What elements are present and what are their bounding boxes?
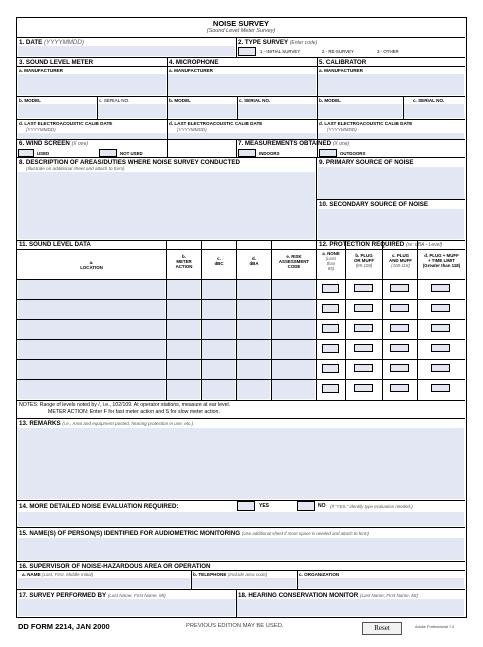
- col-none-header: a. NONE (Less than 85): [322, 251, 340, 271]
- col-risk-code-header: e. RISK ASSESSMENT CODE: [278, 254, 310, 269]
- location-cell[interactable]: [18, 380, 165, 399]
- protection-plug-and-muff-checkbox[interactable]: [390, 384, 409, 392]
- reset-button[interactable]: Reset: [362, 622, 402, 635]
- cal-manufacturer-label: a. MANUFACTURER: [319, 68, 363, 73]
- risk-code-cell[interactable]: [272, 300, 315, 319]
- protection-plug-or-muff-checkbox[interactable]: [354, 284, 373, 292]
- protection-time-limit-checkbox[interactable]: [431, 344, 450, 352]
- protection-time-limit-checkbox[interactable]: [431, 284, 450, 292]
- sound-level-data-label: 11. SOUND LEVEL DATA: [19, 241, 91, 248]
- noise-survey-form: [16, 17, 467, 618]
- table-column-divider: [382, 240, 383, 400]
- form-subtitle: (Sound Level Meter Survey): [206, 28, 276, 34]
- divider: [17, 527, 465, 528]
- performed-by-field[interactable]: [18, 599, 235, 616]
- microphone-label: 4. MICROPHONE: [169, 59, 219, 66]
- table-column-divider: [417, 240, 418, 400]
- form-title: NOISE SURVEY: [212, 19, 270, 28]
- slm-model-field[interactable]: [18, 104, 96, 118]
- protection-plug-and-muff-checkbox[interactable]: [390, 284, 409, 292]
- dba-cell[interactable]: [237, 280, 270, 299]
- dba-cell[interactable]: [237, 320, 270, 339]
- hc-monitor-field[interactable]: [237, 599, 464, 616]
- mic-model-field[interactable]: [168, 104, 236, 118]
- protection-time-limit-checkbox[interactable]: [431, 324, 450, 332]
- secondary-source-field[interactable]: [318, 209, 464, 239]
- dba-cell[interactable]: [237, 340, 270, 359]
- col-plug-or-muff-header: b. PLUG OR MUFF (85-108): [354, 253, 374, 268]
- divider: [17, 119, 465, 120]
- previous-edition-note: PREVIOUS EDITION MAY BE USED.: [186, 623, 284, 629]
- risk-code-cell[interactable]: [272, 380, 315, 399]
- primary-source-field[interactable]: [318, 167, 464, 199]
- dbc-cell[interactable]: [202, 300, 235, 319]
- protection-none-checkbox[interactable]: [322, 364, 339, 373]
- divider: [17, 96, 465, 97]
- divider: [17, 418, 465, 419]
- detailed-eval-yes-checkbox[interactable]: [237, 501, 255, 511]
- detailed-eval-label: 14. MORE DETAILED NOISE EVALUATION REQUIRED:: [19, 503, 179, 510]
- adobe-version-note: Adobe Professional 7.0: [415, 625, 455, 629]
- divider: [17, 37, 465, 38]
- location-cell[interactable]: [18, 300, 165, 319]
- type-survey-code-field[interactable]: [238, 47, 256, 56]
- detailed-eval-no-label: NO: [318, 503, 326, 509]
- divider: [17, 157, 465, 158]
- cal-model-field[interactable]: [318, 104, 402, 118]
- dbc-cell[interactable]: [202, 280, 235, 299]
- protection-plug-or-muff-checkbox[interactable]: [354, 384, 373, 392]
- dba-cell[interactable]: [237, 360, 270, 379]
- dba-cell[interactable]: [237, 300, 270, 319]
- divider: [236, 139, 237, 157]
- dba-cell[interactable]: [237, 380, 270, 399]
- col-dbc-header: c. dBC: [214, 256, 224, 266]
- protection-plug-or-muff-checkbox[interactable]: [354, 364, 373, 372]
- mic-model-label: b. MODEL: [169, 98, 191, 103]
- description-field[interactable]: [18, 172, 315, 239]
- mic-calib-label: d. LAST ELECTROACOUSTIC CALIB DATE: [169, 121, 263, 126]
- detailed-eval-hint: (If "YES," identify type evaluation needed.): [330, 504, 413, 509]
- dbc-cell[interactable]: [202, 320, 235, 339]
- protection-time-limit-checkbox[interactable]: [431, 364, 450, 372]
- supervisor-name-field[interactable]: [18, 578, 190, 588]
- col-location-header: a. LOCATION: [80, 260, 103, 270]
- hc-monitor-label: 18. HEARING CONSERVATION MONITOR (Last Name, First Name, MI): [238, 592, 418, 599]
- indoors-label: INDOORS: [259, 151, 280, 156]
- divider: [17, 570, 465, 571]
- mic-calib-hint: (YYYYMMDD): [177, 127, 207, 132]
- slm-calib-label: d. LAST ELECTROACOUSTIC CALIB DATE: [19, 121, 113, 126]
- divider: [17, 249, 465, 250]
- supervisor-phone-label: b. TELEPHONE (Include area code): [193, 572, 268, 577]
- outdoors-checkbox[interactable]: [319, 149, 337, 157]
- cal-calib-hint: (YYYYMMDD): [327, 127, 357, 132]
- wind-not-used-checkbox[interactable]: [99, 149, 117, 157]
- primary-source-label: 9. PRIMARY SOURCE OF NOISE: [319, 159, 414, 166]
- mic-manufacturer-label: a. MANUFACTURER: [169, 68, 213, 73]
- cal-calib-label: d. LAST ELECTROACOUSTIC CALIB DATE: [319, 121, 413, 126]
- protection-plug-and-muff-checkbox[interactable]: [390, 304, 409, 312]
- dbc-cell[interactable]: [202, 380, 235, 399]
- audiometric-label: 15. NAME(S) OF PERSON(S) IDENTIFIED FOR AUDIOMETRIC MONITORING (Use additional sheet if more space is needed and attach to form): [19, 530, 369, 537]
- supervisor-org-label: c. ORGANIZATION: [299, 572, 340, 577]
- cal-serial-field[interactable]: [404, 104, 464, 118]
- location-cell[interactable]: [18, 320, 165, 339]
- col-meter-action-header: b. METER ACTION: [175, 254, 193, 269]
- slm-manufacturer-field[interactable]: [18, 74, 166, 95]
- protection-none-checkbox[interactable]: [322, 284, 339, 293]
- indoors-checkbox[interactable]: [238, 149, 256, 157]
- meter-action-cell[interactable]: [167, 360, 200, 379]
- date-label: 1. DATE (YYYYMMDD): [19, 39, 84, 46]
- protection-none-checkbox[interactable]: [322, 304, 339, 313]
- protection-required-label: 12. PROTECTION REQUIRED (re: dBA - Level): [319, 241, 443, 248]
- type-option-resurvey: 2 - RE-SURVEY: [322, 49, 354, 54]
- supervisor-phone-field[interactable]: [192, 578, 296, 588]
- divider: [17, 400, 465, 401]
- wind-used-label: USED: [37, 151, 50, 156]
- protection-plug-and-muff-checkbox[interactable]: [390, 364, 409, 372]
- remarks-field[interactable]: [18, 428, 464, 499]
- form-number: DD FORM 2214, JAN 2000: [18, 622, 110, 631]
- remarks-label: 13. REMARKS (i.e., Area and equipment posted, hearing protection in use, etc.): [19, 420, 194, 427]
- wind-used-checkbox[interactable]: [18, 149, 34, 157]
- risk-code-cell[interactable]: [272, 360, 315, 379]
- protection-time-limit-checkbox[interactable]: [431, 384, 450, 392]
- location-cell[interactable]: [18, 340, 165, 359]
- wind-screen-label: 6. WIND SCREEN (X one): [19, 140, 89, 147]
- mic-serial-label: c. SERIAL NO.: [239, 98, 271, 103]
- divider: [17, 66, 465, 67]
- table-column-divider: [316, 240, 317, 400]
- measurements-label: 7. MEASUREMENTS OBTAINED (X one): [238, 140, 350, 147]
- detailed-eval-no-checkbox[interactable]: [297, 501, 315, 511]
- divider: [317, 199, 465, 200]
- divider: [17, 57, 465, 58]
- notes-line1: NOTES: Range of levels noted by /, i.e., 102/109. At operator stations, measure at ear level.: [19, 402, 231, 408]
- date-field[interactable]: [18, 46, 235, 56]
- cal-manufacturer-field[interactable]: [318, 74, 464, 95]
- col-plug-and-muff-header: c. PLUG AND MUFF (108-118): [389, 253, 412, 268]
- location-cell[interactable]: [18, 360, 165, 379]
- slm-calib-hint: (YYYYMMDD): [26, 127, 56, 132]
- cal-serial-label: c. SERIAL NO.: [413, 98, 445, 103]
- location-cell[interactable]: [18, 280, 165, 299]
- dbc-cell[interactable]: [202, 340, 235, 359]
- detailed-eval-field[interactable]: [18, 512, 464, 526]
- description-label: 8. DESCRIPTION OF AREAS/DUTIES WHERE NOISE SURVEY CONDUCTED: [19, 159, 240, 166]
- col-time-limit-header: d. PLUG + MUFF + TIME LIMIT (Greater than 118): [422, 253, 461, 268]
- performed-by-label: 17. SURVEY PERFORMED BY (Last Name, First Name, MI): [19, 592, 166, 599]
- wind-not-used-label: NOT USED: [120, 151, 143, 156]
- table-column-divider: [345, 240, 346, 400]
- supervisor-label: 16. SUPERVISOR OF NOISE-HAZARDOUS AREA OR OPERATION: [19, 563, 211, 570]
- type-option-initial: 1 - INITIAL SURVEY: [260, 49, 301, 54]
- slm-manufacturer-label: a. MANUFACTURER: [19, 68, 63, 73]
- supervisor-org-field[interactable]: [298, 578, 464, 588]
- protection-plug-or-muff-checkbox[interactable]: [354, 304, 373, 312]
- protection-plug-and-muff-checkbox[interactable]: [390, 324, 409, 332]
- meter-action-cell[interactable]: [167, 320, 200, 339]
- protection-time-limit-checkbox[interactable]: [431, 304, 450, 312]
- dbc-cell[interactable]: [202, 360, 235, 379]
- slm-serial-field[interactable]: [98, 104, 166, 118]
- sound-level-meter-label: 3. SOUND LEVEL METER: [19, 59, 94, 66]
- slm-model-label: b. MODEL: [19, 98, 41, 103]
- slm-serial-label: c. SERIAL NO.: [99, 98, 130, 103]
- divider: [236, 37, 237, 57]
- secondary-source-label: 10. SECONDARY SOURCE OF NOISE: [319, 201, 428, 208]
- outdoors-label: OUTDOORS: [340, 151, 366, 156]
- protection-none-checkbox[interactable]: [322, 324, 339, 333]
- divider: [17, 589, 465, 590]
- meter-action-cell[interactable]: [167, 300, 200, 319]
- risk-code-cell[interactable]: [272, 340, 315, 359]
- divider: [17, 561, 465, 562]
- col-dba-header: d. dBA: [249, 256, 259, 266]
- protection-plug-or-muff-checkbox[interactable]: [354, 344, 373, 352]
- risk-code-cell[interactable]: [272, 280, 315, 299]
- meter-action-cell[interactable]: [167, 340, 200, 359]
- protection-none-checkbox[interactable]: [322, 384, 339, 393]
- meter-action-cell[interactable]: [167, 380, 200, 399]
- description-hint: (Illustrate on additional sheet and attach to form): [26, 166, 125, 171]
- protection-plug-or-muff-checkbox[interactable]: [354, 324, 373, 332]
- supervisor-name-label: a. NAME (Last, First, Middle Initial): [22, 572, 94, 577]
- type-survey-label: 2. TYPE SURVEY (Enter code): [238, 39, 318, 46]
- cal-model-label: b. MODEL: [319, 98, 341, 103]
- protection-none-checkbox[interactable]: [322, 344, 339, 353]
- calibrator-label: 5. CALIBRATOR: [319, 59, 367, 66]
- meter-action-cell[interactable]: [167, 280, 200, 299]
- detailed-eval-yes-label: YES: [259, 503, 270, 509]
- protection-plug-and-muff-checkbox[interactable]: [390, 344, 409, 352]
- type-option-other: 3 - OTHER: [377, 49, 399, 54]
- audiometric-field[interactable]: [18, 538, 464, 560]
- notes-line2: METER ACTION: Enter F for fast meter action and S for slow meter action.: [48, 409, 220, 415]
- mic-serial-field[interactable]: [238, 104, 316, 118]
- risk-code-cell[interactable]: [272, 320, 315, 339]
- mic-manufacturer-field[interactable]: [168, 74, 316, 95]
